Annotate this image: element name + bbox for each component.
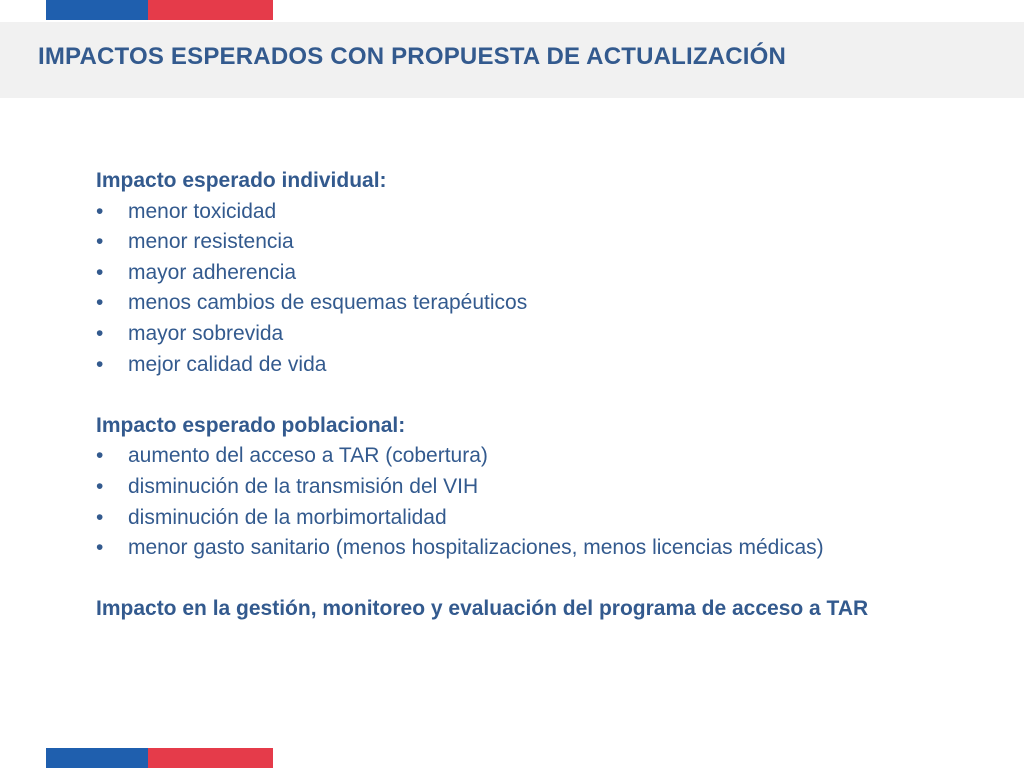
bullet-icon: • xyxy=(96,260,104,284)
slide-title: IMPACTOS ESPERADOS CON PROPUESTA DE ACTUALIZACIÓN xyxy=(38,43,787,70)
section-poblacional xyxy=(96,411,996,564)
list-item xyxy=(96,472,996,503)
stripe-red-segment xyxy=(148,748,273,768)
list-item-text: menos cambios de esquemas terapéuticos xyxy=(128,291,528,315)
list-item-text: menor toxicidad xyxy=(128,199,277,223)
list-item xyxy=(96,503,996,534)
bullet-icon: • xyxy=(96,199,104,223)
list-item-text: aumento del acceso a TAR (cobertura) xyxy=(128,444,488,468)
list-item-text: menor resistencia xyxy=(128,230,294,254)
stripe-red-segment xyxy=(148,0,273,20)
section-individual xyxy=(96,166,996,380)
slide-content xyxy=(96,166,996,625)
list-item-text: disminución de la transmisión del VIH xyxy=(128,474,479,498)
list-item xyxy=(96,533,996,564)
list-item xyxy=(96,441,996,472)
bullet-icon: • xyxy=(96,505,104,529)
list-item xyxy=(96,288,996,319)
bullet-icon: • xyxy=(96,536,104,560)
spacer xyxy=(96,380,996,411)
section-heading: Impacto en la gestión, monitoreo y evaluación del programa de acceso a TAR xyxy=(96,597,869,621)
list-item-text: mejor calidad de vida xyxy=(128,352,327,376)
bullet-list xyxy=(96,441,996,563)
bullet-icon: • xyxy=(96,352,104,376)
section-heading: Impacto esperado poblacional: xyxy=(96,413,406,437)
list-item xyxy=(96,258,996,289)
bullet-icon: • xyxy=(96,474,104,498)
stripe-blue-segment xyxy=(46,748,148,768)
bullet-icon: • xyxy=(96,291,104,315)
bullet-icon: • xyxy=(96,230,104,254)
list-item-text: mayor sobrevida xyxy=(128,321,284,345)
bullet-icon: • xyxy=(96,321,104,345)
top-flag-stripe xyxy=(46,0,273,20)
list-item-text: mayor adherencia xyxy=(128,260,297,284)
list-item-text: disminución de la morbimortalidad xyxy=(128,505,447,529)
section-heading: Impacto esperado individual: xyxy=(96,169,387,192)
section-gestion xyxy=(96,594,996,625)
stripe-blue-segment xyxy=(46,0,148,20)
spacer xyxy=(96,564,996,595)
list-item-text: menor gasto sanitario (menos hospitalizaciones, menos licencias médicas) xyxy=(128,536,824,560)
list-item xyxy=(96,197,996,228)
list-item xyxy=(96,319,996,350)
list-item xyxy=(96,227,996,258)
list-item xyxy=(96,350,996,381)
bullet-icon: • xyxy=(96,444,104,468)
bottom-flag-stripe xyxy=(46,748,273,768)
bullet-list xyxy=(96,197,996,381)
